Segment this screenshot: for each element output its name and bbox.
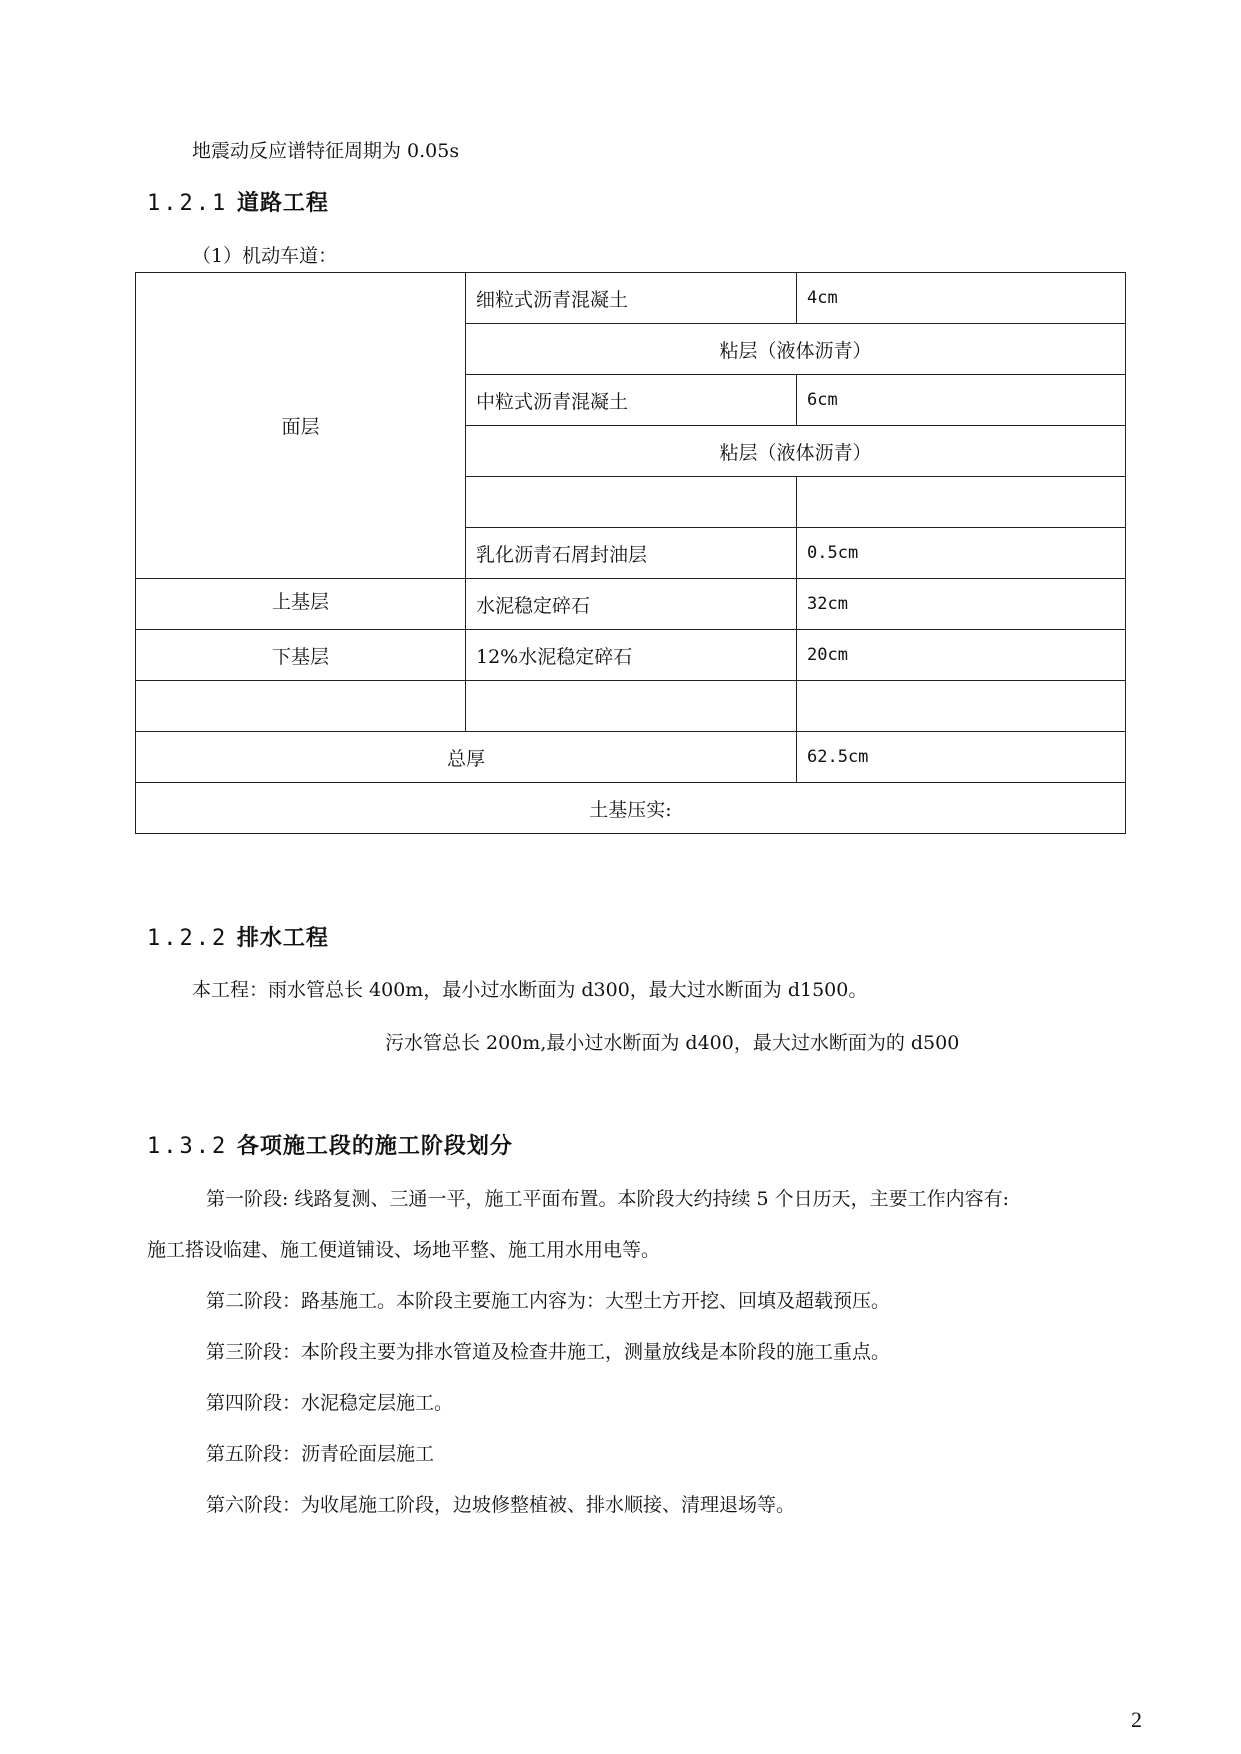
section-number: 1.2.1: [147, 191, 229, 216]
material-cell: 细粒式沥青混凝土: [466, 273, 797, 324]
table-row: [136, 732, 1126, 783]
material-cell: 中粒式沥青混凝土: [466, 375, 797, 426]
blank-cell: [136, 681, 466, 732]
material-cell: 水泥稳定碎石: [466, 579, 797, 630]
section-number: 1.3.2: [147, 1134, 229, 1159]
lower-base-label: 下基层: [136, 630, 466, 681]
section-title: 各项施工段的施工阶段划分: [236, 1133, 513, 1159]
material-cell: 12%水泥稳定碎石: [466, 630, 797, 681]
pavement-structure-table: [135, 272, 1126, 834]
thickness-cell: 20cm: [797, 630, 1126, 681]
tack-coat-cell: 粘层（液体沥青）: [466, 426, 1126, 477]
phase-1-line-2: 施工搭设临建、施工便道铺设、场地平整、施工用水用电等。: [147, 1239, 661, 1261]
subsection-label: （1）机动车道：: [192, 245, 338, 267]
total-label: 总厚: [136, 732, 797, 783]
table-row: [136, 579, 1126, 630]
section-heading-1-2-1: [147, 189, 329, 218]
section-number: 1.2.2: [147, 926, 229, 951]
intro-line: 地震动反应谱特征周期为 0.05s: [192, 140, 460, 162]
blank-cell: [797, 681, 1126, 732]
section-heading-1-2-2: [147, 924, 329, 953]
surface-layer-label: 面层: [136, 273, 466, 579]
page-number: 2: [1131, 1707, 1142, 1732]
thickness-cell: 0.5cm: [797, 528, 1126, 579]
phase-2: 第二阶段：路基施工。本阶段主要施工内容为：大型土方开挖、回填及超载预压。: [206, 1290, 891, 1312]
phase-6: 第六阶段：为收尾施工阶段，边坡修整植被、排水顺接、清理退场等。: [206, 1494, 796, 1516]
phase-5: 第五阶段：沥青砼面层施工: [206, 1443, 435, 1465]
section-heading-1-3-2: [147, 1132, 513, 1161]
tack-coat-cell: 粘层（液体沥青）: [466, 324, 1126, 375]
phase-3: 第三阶段：本阶段主要为排水管道及检查井施工，测量放线是本阶段的施工重点。: [206, 1341, 891, 1363]
material-cell: [466, 477, 797, 528]
table-row: [136, 681, 1126, 732]
drainage-line-2: 污水管总长 200m,最小过水断面为 d400，最大过水断面为的 d500: [385, 1032, 960, 1054]
section-title: 排水工程: [236, 925, 329, 951]
section-title: 道路工程: [236, 190, 329, 216]
drainage-line-1: 本工程：雨水管总长 400m，最小过水断面为 d300，最大过水断面为 d1500。: [192, 979, 868, 1001]
total-thickness: 62.5cm: [797, 732, 1126, 783]
table-row: [136, 783, 1126, 834]
table-row: [136, 273, 1126, 324]
upper-base-label: 上基层: [136, 579, 466, 630]
table-row: [136, 630, 1126, 681]
phase-1-line-1: 第一阶段: 线路复测、三通一平，施工平面布置。本阶段大约持续 5 个日历天，主要工作内容有:: [206, 1188, 1010, 1210]
subgrade-cell: 土基压实:: [136, 783, 1126, 834]
thickness-cell: 6cm: [797, 375, 1126, 426]
material-cell: 乳化沥青石屑封油层: [466, 528, 797, 579]
phase-4: 第四阶段：水泥稳定层施工。: [206, 1392, 454, 1414]
thickness-cell: 4cm: [797, 273, 1126, 324]
thickness-cell: [797, 477, 1126, 528]
thickness-cell: 32cm: [797, 579, 1126, 630]
blank-cell: [466, 681, 797, 732]
